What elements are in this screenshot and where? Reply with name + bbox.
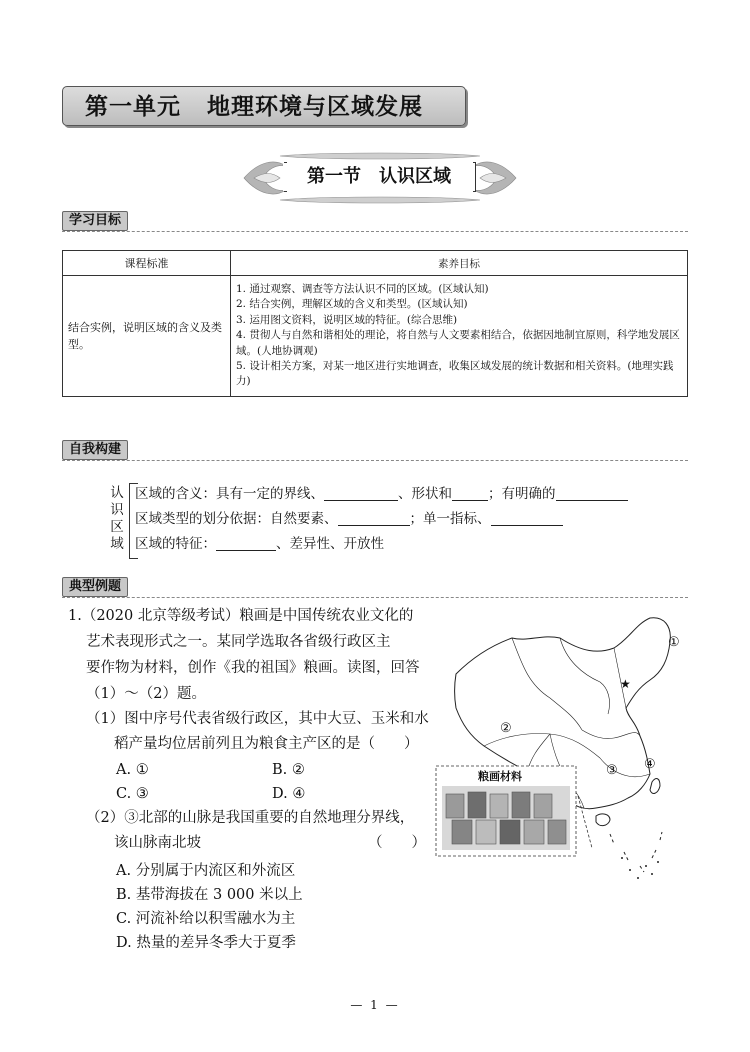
sub-question-1: 稻产量均位居前列且为粮食主产区的是（ ） — [114, 736, 419, 752]
marker-3: ③ — [606, 763, 618, 778]
sub-question-2: 该山脉南北坡 — [114, 835, 201, 851]
option-c[interactable]: C. ③ — [116, 786, 149, 802]
goal-item: 2. 结合实例，理解区域的含义和类型。(区域认知) — [236, 298, 468, 311]
answer-paren: （ ） — [368, 835, 426, 851]
option-b[interactable]: B. ② — [272, 762, 305, 778]
capital-star-icon: ★ — [620, 677, 631, 691]
marker-4: ④ — [644, 757, 656, 772]
hainan-island — [596, 814, 610, 826]
question-text: 要作物为材料，创作《我的祖国》粮画。读图，回答 — [86, 660, 420, 676]
standard-cell: 结合实例，说明区域的含义及类型。 — [63, 276, 231, 397]
table-row — [63, 276, 688, 397]
blank — [216, 535, 276, 551]
option-b[interactable]: B. 基带海拔在 3 000 米以上 — [116, 887, 303, 903]
inset-photo — [436, 766, 592, 856]
goal-item: 4. 贯彻人与自然和谐相处的理论，将自然与人文要素相结合，依据因地制宜原则，科学地发展区域。(人地协调观) — [236, 329, 680, 357]
province-boundary — [582, 730, 640, 739]
inset-label: 粮画材料 — [478, 770, 522, 783]
blank — [452, 485, 488, 501]
sub-question-1: （1）图中序号代表省级行政区，其中大豆、玉米和水 — [86, 711, 429, 727]
marker-2: ② — [500, 721, 512, 736]
concept-line: 区域的特征： 、差异性、开放性 — [135, 536, 384, 552]
question-text: 1.（2020 北京等级考试）粮画是中国传统农业文化的 — [68, 608, 414, 624]
concept-line: 区域类型的划分依据：自然要素、 ；单一指标、 — [135, 508, 563, 530]
blank — [338, 510, 410, 526]
table-header-row — [63, 251, 688, 276]
divider — [62, 597, 688, 598]
divider — [62, 231, 688, 232]
goal-item: 3. 运用图文资料，说明区域的特征。(综合思维) — [236, 313, 458, 326]
china-map — [432, 608, 692, 888]
divider — [62, 460, 688, 461]
col-header-literacy: 素养目标 — [231, 251, 688, 276]
option-a[interactable]: A. 分别属于内流区和外流区 — [116, 863, 296, 879]
option-a[interactable]: A. ① — [116, 762, 149, 778]
marker-1: ① — [668, 635, 680, 650]
option-c[interactable]: C. 河流补给以积雪融水为主 — [116, 911, 296, 927]
page-number: — 1 — — [350, 998, 400, 1012]
option-d[interactable]: D. ④ — [272, 786, 306, 802]
goals-table — [62, 250, 688, 397]
self-build-tag: 自我构建 — [62, 440, 128, 460]
col-header-standard: 课程标准 — [63, 251, 231, 276]
goal-item: 1. 通过观察、调查等方法认识不同的区域。(区域认知) — [236, 283, 489, 295]
unit-title-banner — [62, 86, 466, 126]
section-title: 第一节 认识区域 — [283, 163, 475, 191]
sub-question-2: （2）③北部的山脉是我国重要的自然地理分界线， — [86, 810, 415, 826]
province-boundary — [512, 638, 582, 730]
question-text: 艺术表现形式之一。某同学选取各省级行政区主 — [86, 634, 391, 650]
unit-title: 地理环境与区域发展 — [207, 94, 423, 120]
literacy-cell — [231, 276, 688, 397]
question-text: （1）～（2）题。 — [86, 686, 206, 702]
goal-item: 5. 设计相关方案，对某一地区进行实地调查，收集区域发展的统计数据和相关资料。(地理实践力) — [236, 360, 674, 388]
south-sea-dashes — [610, 832, 662, 872]
unit-label: 第一单元 — [85, 94, 181, 120]
blank — [556, 485, 628, 501]
example-tag: 典型例题 — [62, 577, 128, 597]
concept-line: 区域的含义：具有一定的界线、 、形状和 ；有明确的 — [135, 483, 628, 505]
concept-topic: 认识区域 — [110, 485, 124, 552]
province-boundary — [484, 734, 600, 759]
blank — [491, 510, 563, 526]
blank — [324, 485, 398, 501]
section-header — [240, 150, 520, 206]
learning-goals-tag: 学习目标 — [62, 211, 128, 231]
option-d[interactable]: D. 热量的差异冬季大于夏季 — [116, 935, 296, 951]
taiwan-island — [650, 779, 660, 794]
